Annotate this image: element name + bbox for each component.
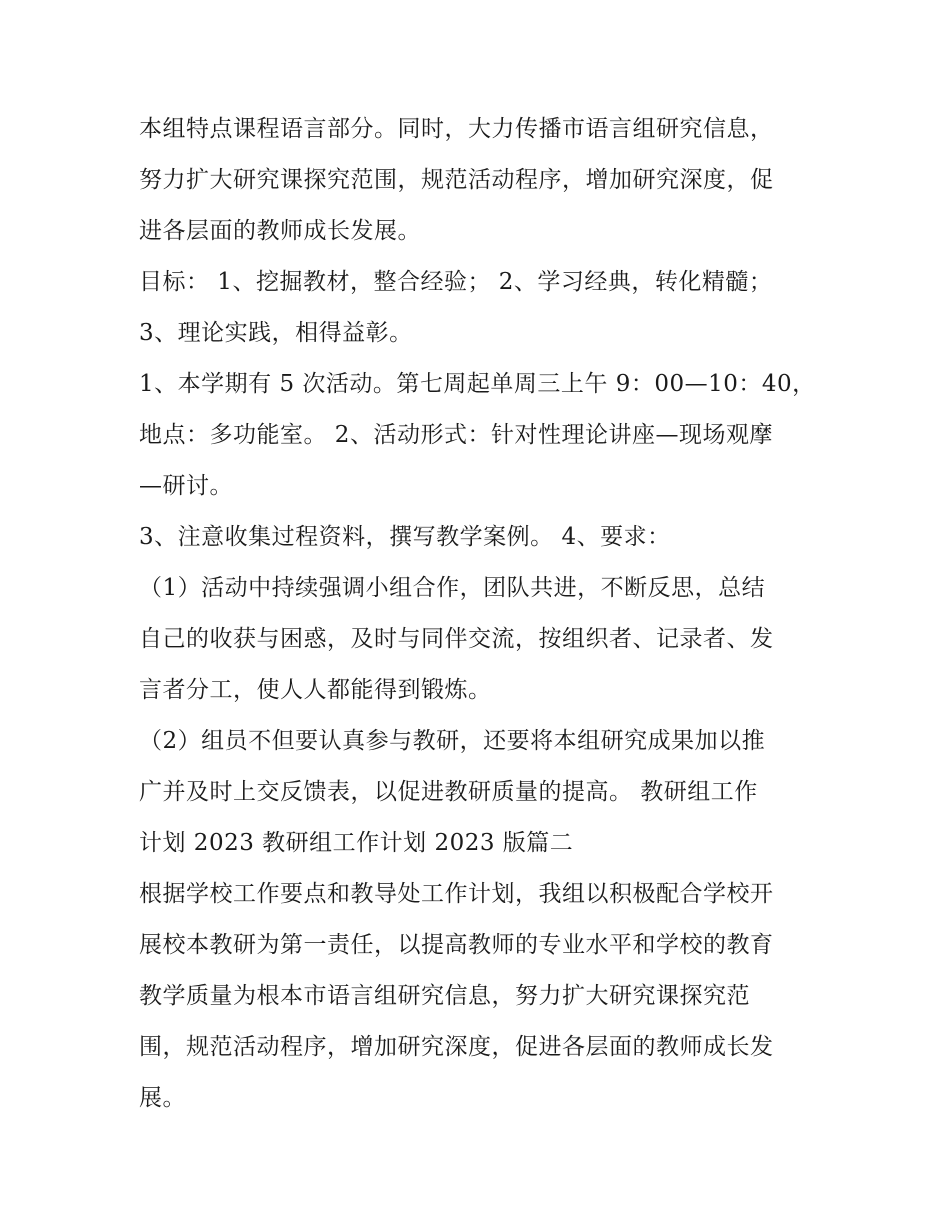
text-line: 教学质量为根本市语言组研究信息，努力扩大研究课探究范 [139,983,750,1009]
text-line: 广并及时上交反馈表，以促进教研质量的提高。 教研组工作 [139,779,758,805]
text-line: 1、本学期有 5 次活动。第七周起单周三上午 9：00—10：40， [139,371,816,397]
text-line: 进各层面的教师成长发展。 [139,218,421,244]
text-line: 展校本教研为第一责任，以提高教师的专业水平和学校的教育 [139,932,774,958]
text-line: 3、理论实践，相得益彰。 [139,320,413,346]
text-line: 言者分工，使人人都能得到锻炼。 [139,677,492,703]
text-line: 地点：多功能室。 2、活动形式：针对性理论讲座—现场观摩 [139,422,773,448]
text-line: 本组特点课程语言部分。同时，大力传播市语言组研究信息， [139,116,774,142]
text-line: 根据学校工作要点和教导处工作计划，我组以积极配合学校开 [139,881,774,907]
text-line: 展。 [139,1085,186,1111]
text-line: （1）活动中持续强调小组合作，团队共进，不断反思，总结 [139,575,766,601]
text-line: （2）组员不但要认真参与教研，还要将本组研究成果加以推 [139,728,766,754]
document-body [139,104,829,1124]
text-line: 目标： 1、挖掘教材，整合经验； 2、学习经典，转化精髓； [139,269,773,295]
text-line: 努力扩大研究课探究范围，规范活动程序，增加研究深度，促 [139,167,774,193]
text-line: 自己的收获与困惑，及时与同伴交流，按组织者、记录者、发 [139,626,774,652]
text-line: 计划 2023 教研组工作计划 2023 版篇二 [139,830,574,856]
text-line: 3、注意收集过程资料，撰写教学案例。 4、要求： [139,524,671,550]
text-line: —研讨。 [139,473,233,499]
text-line: 围，规范活动程序，增加研究深度，促进各层面的教师成长发 [139,1034,774,1060]
